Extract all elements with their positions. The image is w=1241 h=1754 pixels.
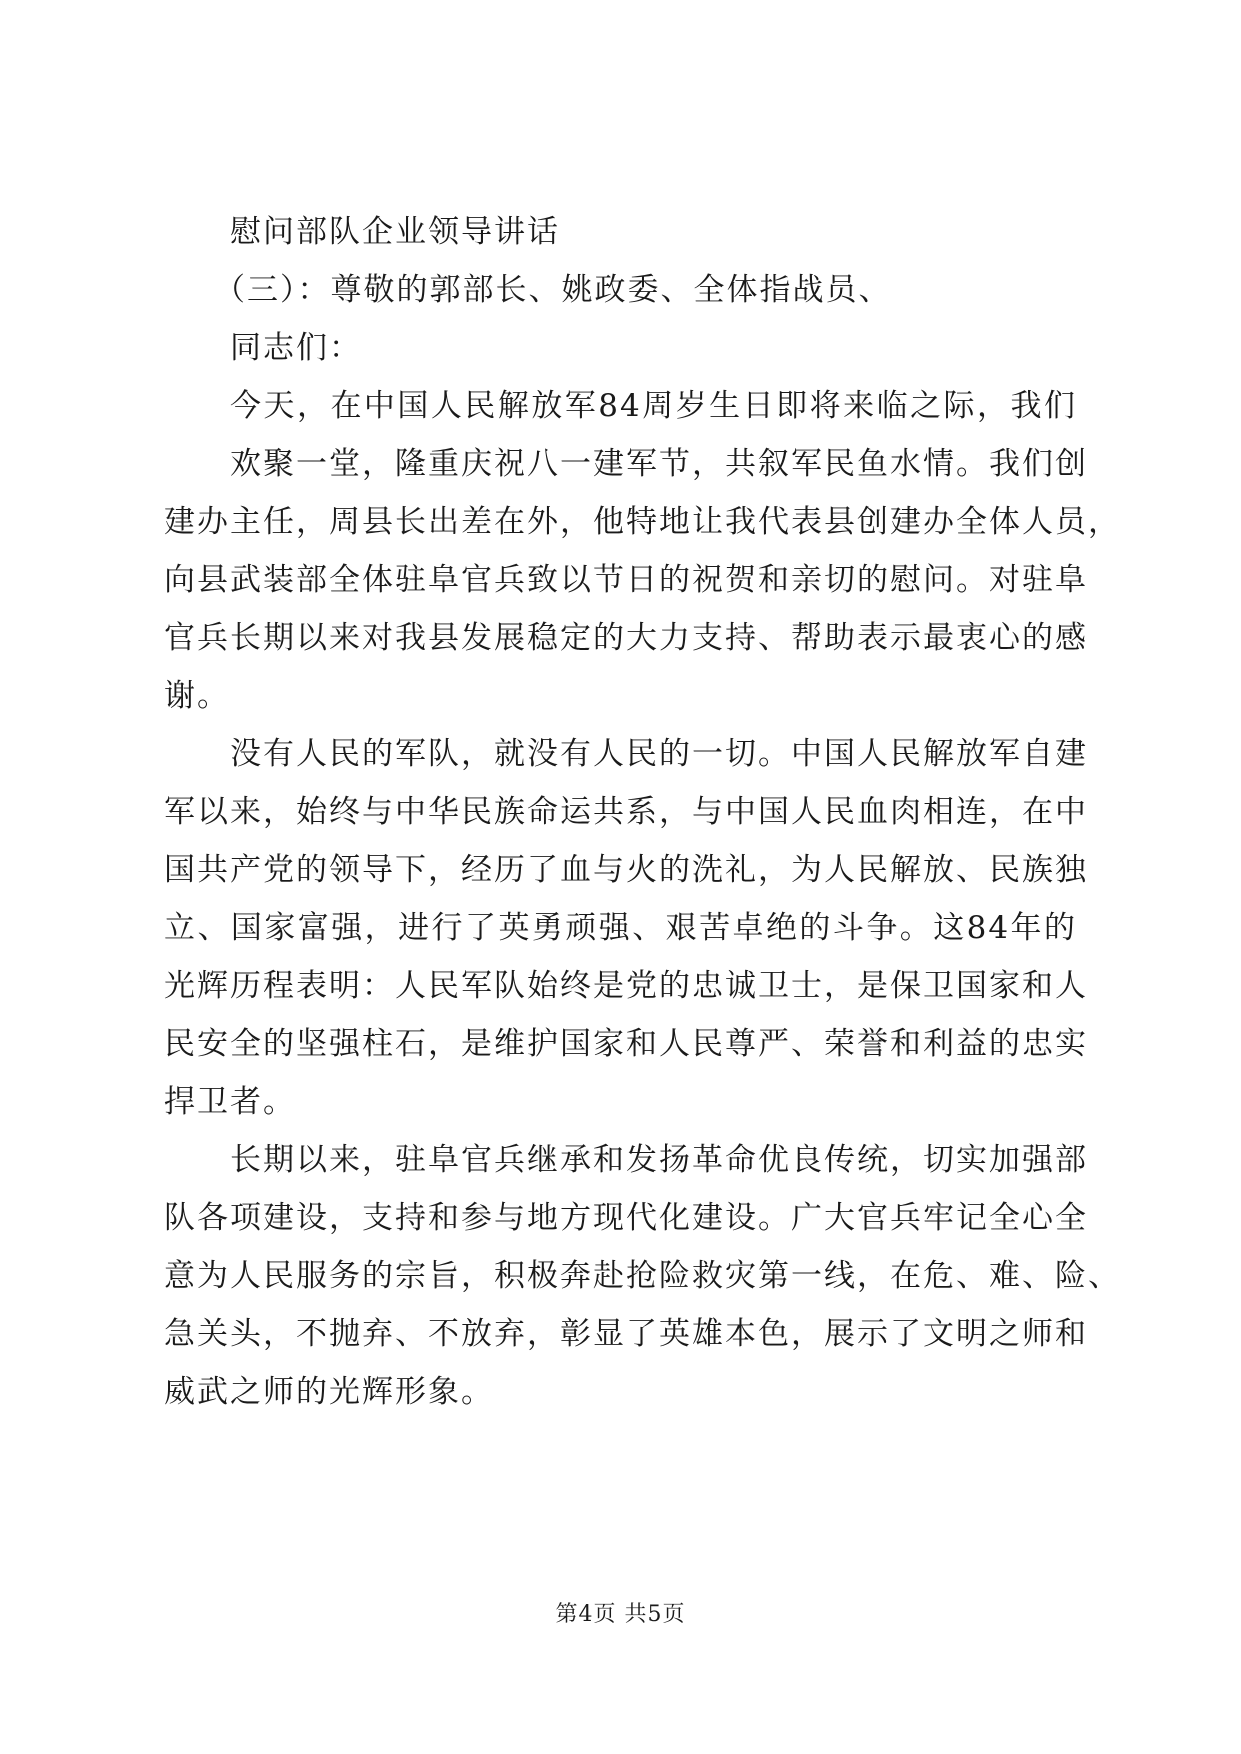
paragraph-2-line: 捍卫者。 xyxy=(164,1084,296,1120)
paragraph-2-line: 没有人民的军队，就没有人民的一切。中国人民解放军自建 xyxy=(230,736,1088,772)
paragraph-1-line: 今天，在中国人民解放军84周岁生日即将来临之际，我们 xyxy=(230,388,1077,424)
paragraph-2-line: 光辉历程表明：人民军队始终是党的忠诚卫士，是保卫国家和人 xyxy=(164,968,1088,1004)
paragraph-1-line: 建办主任，周县长出差在外，他特地让我代表县创建办全体人员， xyxy=(164,504,1121,540)
paragraph-1-line: 向县武装部全体驻阜官兵致以节日的祝贺和亲切的慰问。对驻阜 xyxy=(164,562,1088,598)
paragraph-2-line: 国共产党的领导下，经历了血与火的洗礼，为人民解放、民族独 xyxy=(164,852,1088,888)
paragraph-1-line: 谢。 xyxy=(164,678,230,714)
paragraph-3-line: 急关头，不抛弃、不放弃，彰显了英雄本色，展示了文明之师和 xyxy=(164,1316,1088,1352)
paragraph-2-line: 立、国家富强，进行了英勇顽强、艰苦卓绝的斗争。这84年的 xyxy=(164,910,1077,946)
page-number-footer: 第4页 共5页 xyxy=(555,1602,686,1627)
paragraph-2-line: 民安全的坚强柱石，是维护国家和人民尊严、荣誉和利益的忠实 xyxy=(164,1026,1088,1062)
document-title: 慰问部队企业领导讲话 xyxy=(230,214,560,250)
paragraph-3-line: 意为人民服务的宗旨，积极奔赴抢险救灾第一线，在危、难、险、 xyxy=(164,1258,1121,1294)
paragraph-2-line: 军以来，始终与中华民族命运共系，与中国人民血肉相连，在中 xyxy=(164,794,1088,830)
paragraph-3-line: 长期以来，驻阜官兵继承和发扬革命优良传统，切实加强部 xyxy=(230,1142,1088,1178)
salutation-line-2: 同志们： xyxy=(230,330,362,366)
salutation-line-1: （三）：尊敬的郭部长、姚政委、全体指战员、 xyxy=(214,272,892,308)
paragraph-3-line: 威武之师的光辉形象。 xyxy=(164,1374,494,1410)
paragraph-3-line: 队各项建设，支持和参与地方现代化建设。广大官兵牢记全心全 xyxy=(164,1200,1088,1236)
paragraph-1-line: 官兵长期以来对我县发展稳定的大力支持、帮助表示最衷心的感 xyxy=(164,620,1088,656)
paragraph-1-line: 欢聚一堂，隆重庆祝八一建军节，共叙军民鱼水情。我们创 xyxy=(230,446,1088,482)
